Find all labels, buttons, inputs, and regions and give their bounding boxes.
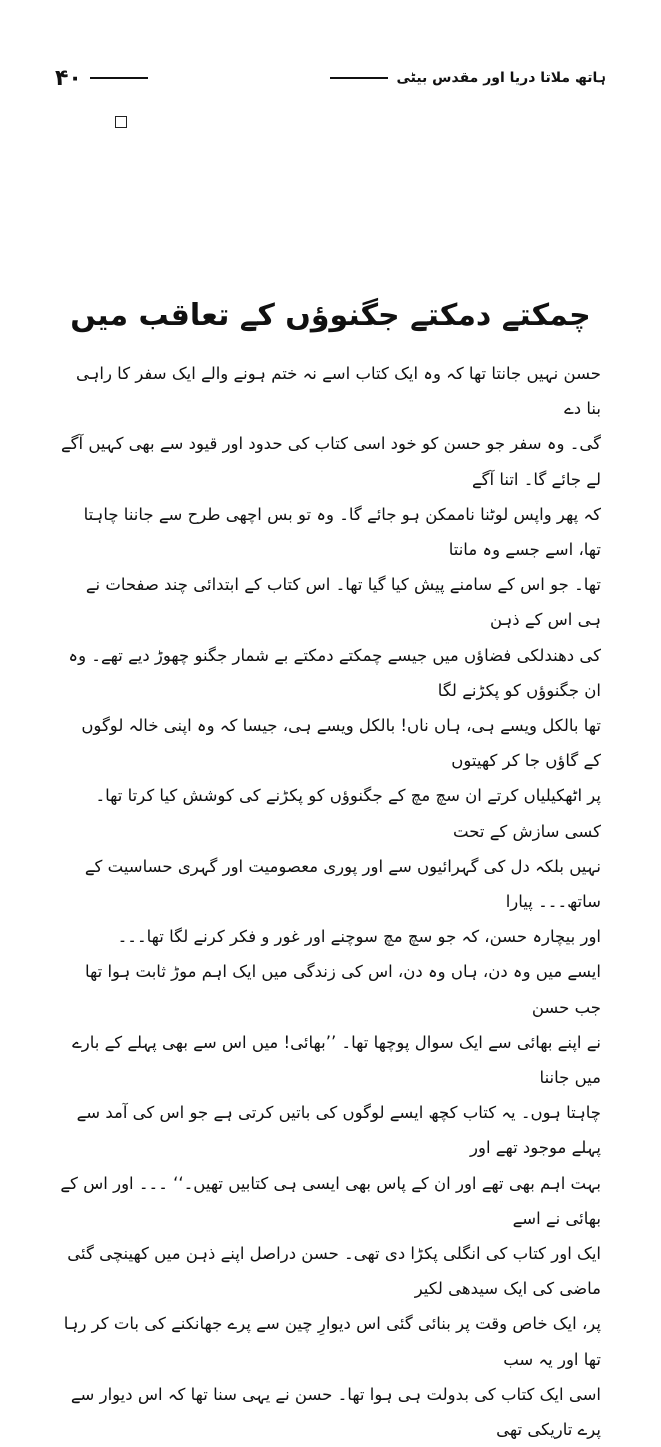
- header-rule-right: [330, 77, 388, 79]
- text-line: گی۔ وہ سفر جو حسن کو خود اسی کتاب کی حدود اور قیود سے بھی کہیں آگے لے جائے گا۔ اتنا آگے: [61, 434, 601, 489]
- text-line: نہیں بلکہ دل کی گہرائیوں سے اور پوری معصومیت اور گہری حساسیت کے ساتھ۔۔۔ پیارا: [84, 856, 601, 912]
- text-line: اور بیچارہ حسن، کہ جو سچ مچ سوچنے اور غور و فکر کرنے لگا تھا۔۔۔: [117, 927, 601, 947]
- text-line: کی دھندلکی فضاؤں میں جیسے چمکتے دمکتے بے شمار جگنو چھوڑ دیے تھے۔ وہ ان جگنوؤں کو پکڑنے لگا: [68, 645, 601, 700]
- text-line: ایسے میں وہ دن، ہاں وہ دن، اس کی زندگی میں ایک اہم موڑ ثابت ہوا تھا جب حسن: [85, 962, 601, 1017]
- chapter-title: چمکتے دمکتے جگنوؤں کے تعاقب میں: [70, 298, 591, 334]
- running-title: ہاتھ ملاتا دریا اور مقدس بیٹی: [396, 70, 606, 86]
- text-line: پر، ایک خاص وقت پر بنائی گئی اس دیوارِ چین سے پرے جھانکنے کی بات کر رہا تھا اور یہ سب: [63, 1314, 601, 1369]
- paragraph: [60, 954, 601, 1447]
- text-line: نے اپنے بھائی سے ایک سوال پوچھا تھا۔ ’’بھائی! میں اس سے بھی پہلے کے بارے میں جاننا: [72, 1032, 601, 1088]
- text-line: تھا بالکل ویسے ہی، ہاں ناں! بالکل ویسے ہی، جیسا کہ وہ اپنی خالہ لوگوں کے گاؤں جا کر کھیتوں: [81, 716, 601, 771]
- paragraph: [60, 356, 601, 954]
- text-line: کہ پھر واپس لوٹنا ناممکن ہو جائے گا۔ وہ تو بس اچھی طرح سے جاننا چاہتا تھا، اسے جسے وہ مانتا: [83, 504, 601, 560]
- header-rule-left: [90, 77, 148, 79]
- running-title-group: [330, 70, 606, 86]
- text-line: اسی ایک کتاب کی بدولت ہی ہوا تھا۔ حسن نے یہی سنا تھا کہ اس دیوار سے پرے تاریکی تھی: [70, 1384, 601, 1440]
- body-text: [60, 356, 601, 1447]
- text-line: بہت اہم بھی تھے اور ان کے پاس بھی ایسی ہی کتابیں تھیں۔‘‘ ۔۔۔ اور اس کے بھائی نے اسے: [60, 1173, 601, 1228]
- text-line: پر اٹھکیلیاں کرتے ان سچ مچ کے جگنوؤں کو پکڑنے کی کوشش کیا کرتا تھا۔ کسی سازش کے تحت: [95, 786, 601, 841]
- text-line: ایک اور کتاب کی انگلی پکڑا دی تھی۔ حسن دراصل اپنے ذہن میں کھینچی گئی ماضی کی ایک سیدھی لکیر: [67, 1244, 601, 1299]
- page-header: [55, 58, 606, 98]
- text-line: حسن نہیں جانتا تھا کہ وہ ایک کتاب اسے نہ ختم ہونے والے ایک سفر کا راہی بنا دے: [75, 364, 601, 419]
- page-number: ۴۰: [55, 65, 82, 91]
- page-number-group: [55, 66, 148, 91]
- checkbox-mark: [115, 116, 127, 128]
- text-line: چاہتا ہوں۔ یہ کتاب کچھ ایسے لوگوں کی باتیں کرتی ہے جو اس کی آمد سے پہلے موجود تھے اور: [76, 1103, 601, 1158]
- text-line: تھا۔ جو اس کے سامنے پیش کیا گیا تھا۔ اس کتاب کے ابتدائی چند صفحات نے ہی اس کے ذہن: [85, 575, 601, 630]
